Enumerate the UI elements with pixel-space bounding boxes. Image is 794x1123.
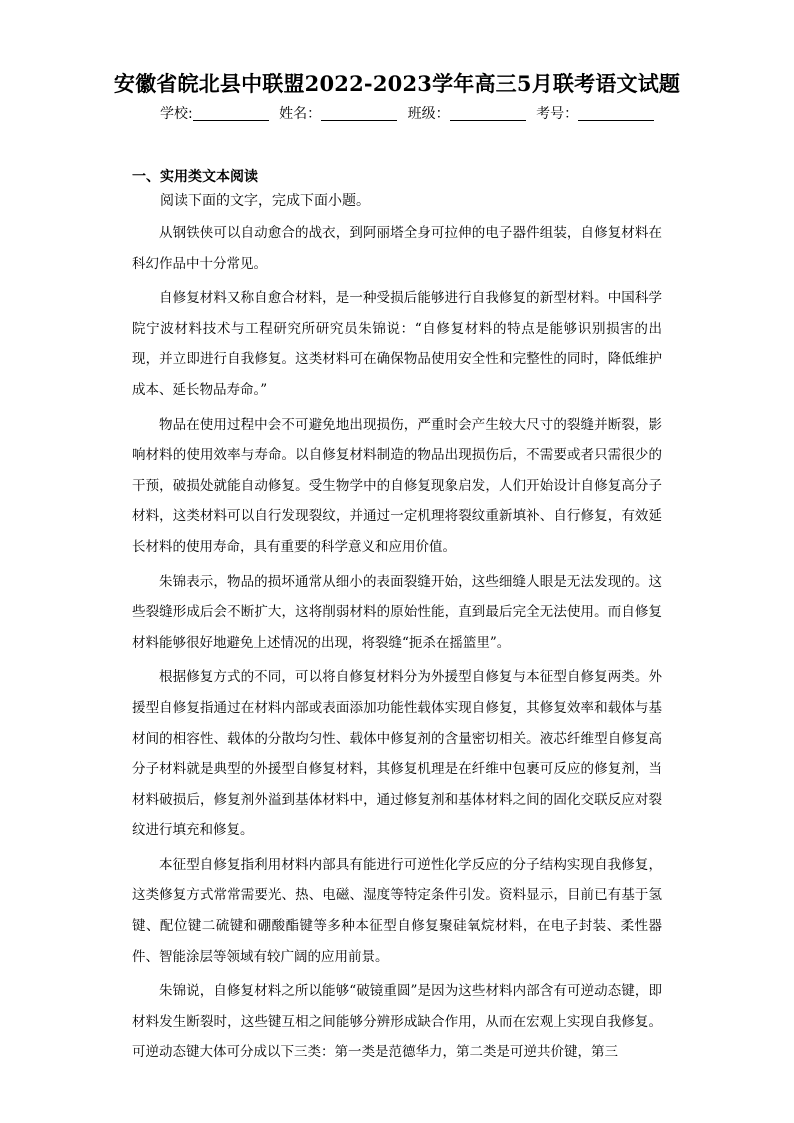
paragraph: 物品在使用过程中会不可避免地出现损伤，严重时会产生较大尺寸的裂缝并断裂，影响材料的使用效率与寿命。以自修复材料制造的物品出现损伤后，不需要或者只需很少的干预，破损处就能自动修复。受生物学中的自修复现象启发，人们开始设计自修复高分子材料，这类材料可以自行发现裂纹，并通过一定机理将裂纹重新填补、自行修复，有效延长材料的使用寿命，具有重要的科学意义和应用价值。	[132, 416, 662, 555]
school-blank[interactable]	[193, 104, 269, 121]
article-body	[132, 218, 662, 1072]
paragraph: 从钢铁侠可以自动愈合的战衣，到阿丽塔全身可拉伸的电子器件组装，自修复材料在科幻作品中十分常见。	[132, 225, 662, 272]
exam-number-field	[536, 103, 660, 123]
exam-number-blank[interactable]	[578, 104, 654, 121]
name-label: 姓名：	[279, 106, 322, 122]
paragraph: 自修复材料又称自愈合材料，是一种受损后能够进行自我修复的新型材料。中国科学院宁波材料技术与工程研究所研究员朱锦说：“自修复材料的特点是能够识别损害的出现，并立即进行自我修复。这类材料可在确保物品使用安全性和完整性的同时，降低维护成本、延长物品寿命。”	[132, 290, 662, 398]
school-label: 学校:	[160, 106, 193, 122]
exam-number-label: 考号：	[536, 106, 579, 122]
student-info-line	[160, 103, 660, 123]
class-field	[408, 103, 532, 123]
document-title: 安徽省皖北县中联盟2022-2023学年高三5月联考语文试题	[113, 71, 681, 96]
class-label: 班级：	[407, 106, 450, 122]
name-blank[interactable]	[321, 104, 397, 121]
name-field	[279, 103, 403, 123]
school-field	[160, 103, 275, 123]
paragraph: 朱锦说，自修复材料之所以能够“破镜重圆”是因为这些材料内部含有可逆动态键，即材料发生断裂时，这些键互相之间能够分辨形成缺合作用，从而在宏观上实现自我修复。可逆动态键大体可分成以下三类：第一类是范德华力，第二类是可逆共价键，第三	[132, 983, 662, 1061]
paragraph: 本征型自修复指利用材料内部具有能进行可逆性化学反应的分子结构实现自我修复，这类修复方式常常需要光、热、电磁、湿度等特定条件引发。资料显示，目前已有基于氢键、配位键二硫键和硼酸酯键等多种本征型自修复聚硅氧烷材料，在电子封装、柔性器件、智能涂层等领域有较广阔的应用前景。	[132, 856, 662, 965]
class-blank[interactable]	[450, 104, 526, 121]
reading-instruction: 阅读下面的文字，完成下面小题。	[160, 193, 370, 209]
paragraph: 根据修复方式的不同，可以将自修复材料分为外援型自修复与本征型自修复两类。外援型自修复指通过在材料内部或表面添加功能性载体实现自修复，其修复效率和载体与基材间的相容性、载体的分散均匀性、载体中修复剂的含量密切相关。液芯纤维型自修复高分子材料就是典型的外援型自修复材料，其修复机理是在纤维中包裹可反应的修复剂，当材料破损后，修复剂外溢到基体材料中，通过修复剂和基体材料之间的固化交联反应对裂纹进行填充和修复。	[132, 669, 662, 839]
paragraph: 朱锦表示，物品的损坏通常从细小的表面裂缝开始，这些细缝人眼是无法发现的。这些裂缝形成后会不断扩大，这将削弱材料的原始性能，直到最后完全无法使用。而自修复材料能够很好地避免上述情况的出现，将裂缝“扼杀在摇篮里”。	[132, 573, 662, 651]
section-heading: 一、实用类文本阅读	[132, 169, 258, 185]
